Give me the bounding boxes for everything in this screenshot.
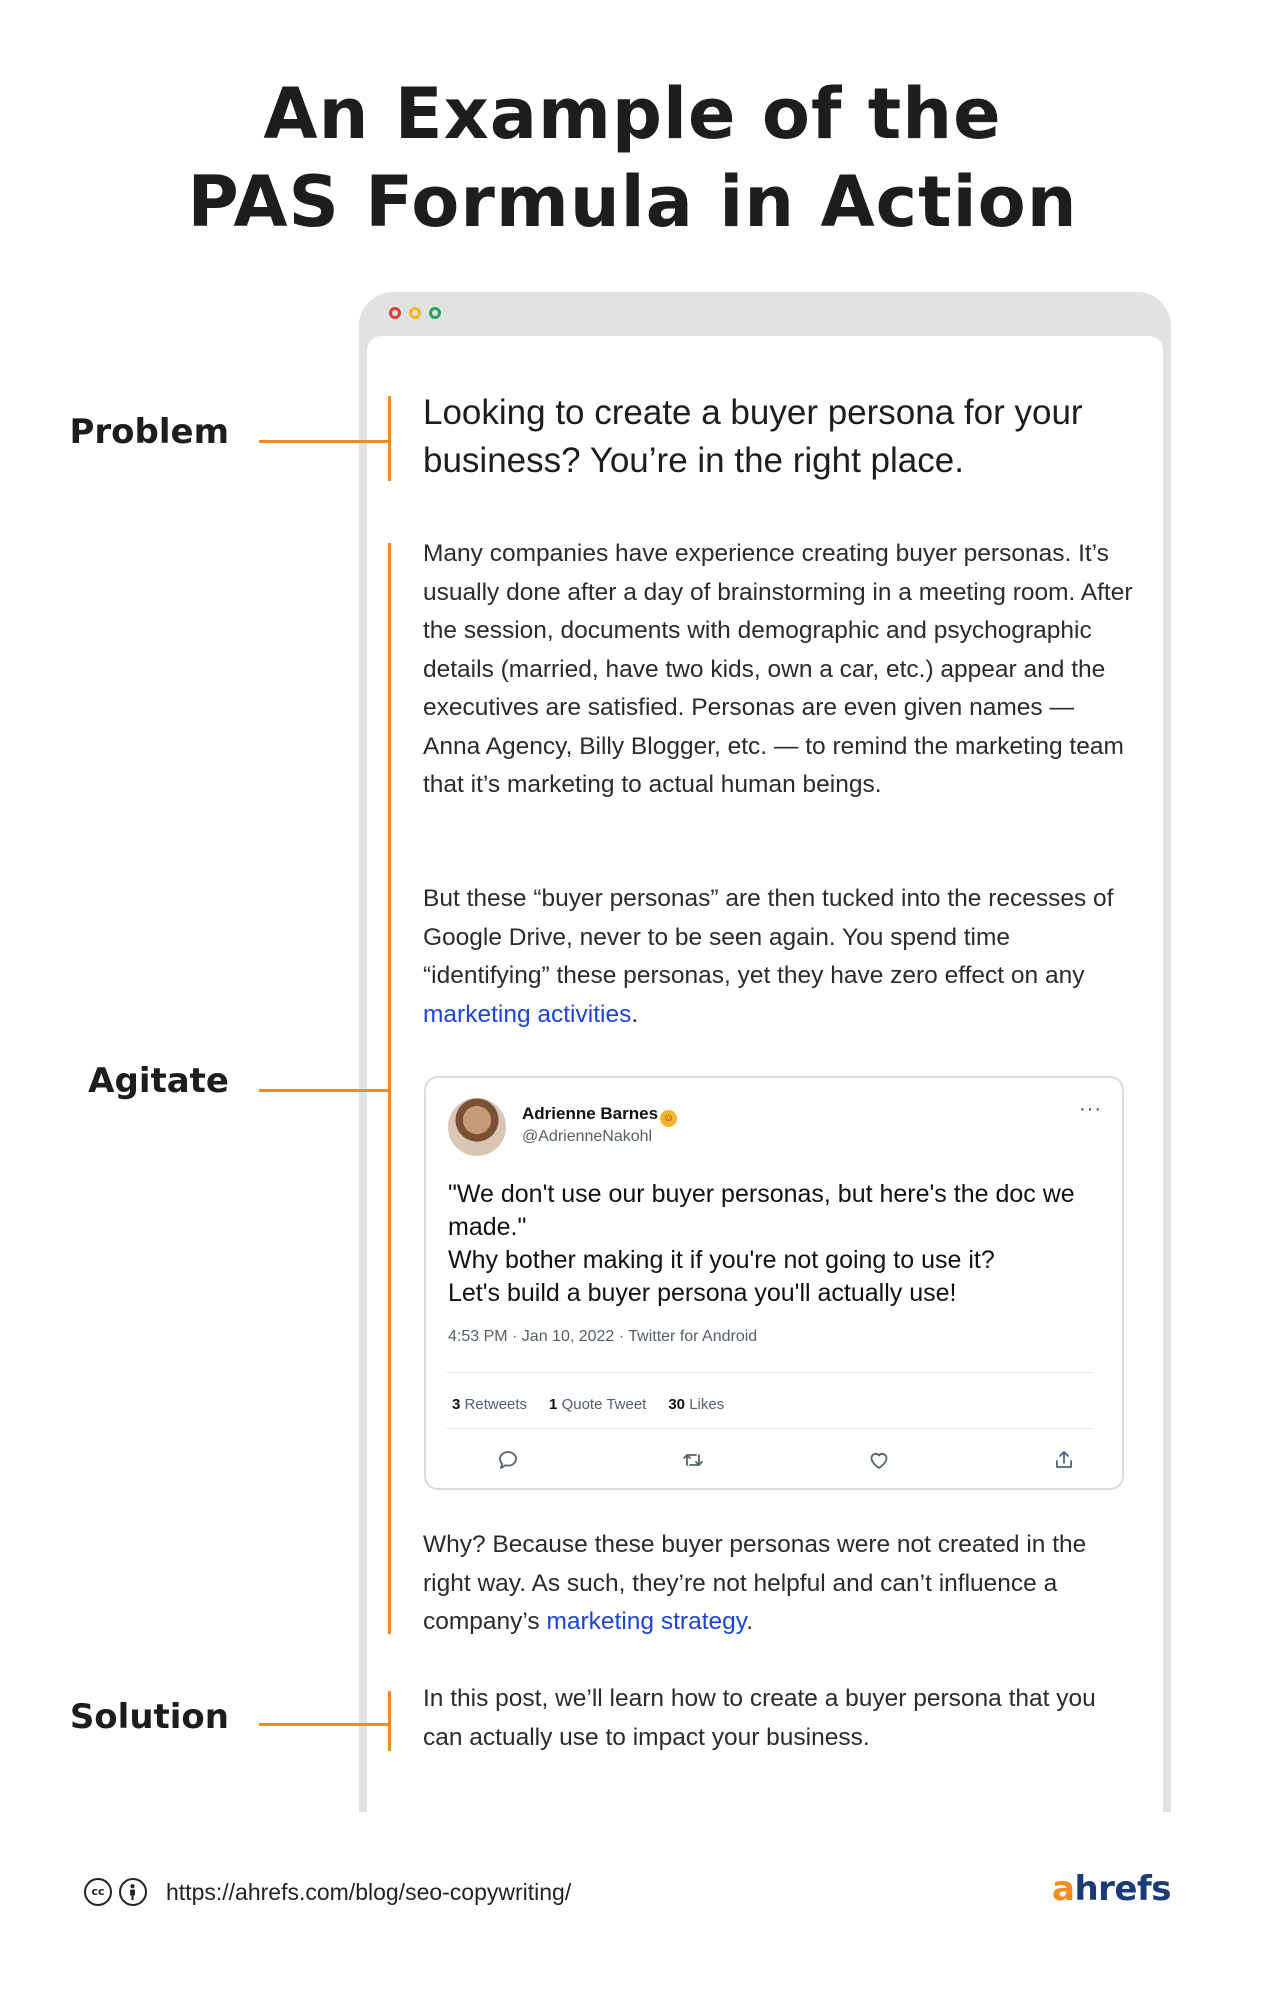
tweet-author-name[interactable] <box>522 1104 677 1127</box>
tweet-divider <box>446 1372 1092 1373</box>
creative-commons-icon: cc <box>84 1878 112 1906</box>
page-title <box>0 70 1265 246</box>
tweet-text-line-2: Why bother making it if you're not going to use it? <box>448 1246 995 1274</box>
reply-icon[interactable] <box>496 1448 520 1477</box>
agitate-paragraph-2-text: But these “buyer personas” are then tucked into the recesses of Google Drive, never to be seen again. You spend time “identifying” these personas, yet they have zero effect on any <box>423 885 1114 989</box>
share-icon[interactable] <box>1052 1448 1076 1477</box>
smiling-face-icon: ☺ <box>660 1110 677 1127</box>
label-problem: Problem <box>69 412 229 452</box>
label-agitate: Agitate <box>88 1061 229 1101</box>
window-controls <box>389 307 441 319</box>
ahrefs-logo <box>1052 1869 1171 1909</box>
attribution-icon <box>119 1878 147 1906</box>
marketing-strategy-link[interactable]: marketing strategy <box>546 1608 747 1635</box>
quotes-label: Quote Tweet <box>561 1396 647 1413</box>
agitate-paragraph-3-text: Why? Because these buyer personas were not created in the right way. As such, they’re not helpful and can’t influence a company’s <box>423 1531 1087 1635</box>
marketing-activities-link[interactable]: marketing activities <box>423 1000 632 1028</box>
source-url[interactable]: https://ahrefs.com/blog/seo-copywriting/ <box>166 1879 572 1905</box>
minimize-dot-icon <box>409 307 421 319</box>
tweet-divider <box>446 1428 1092 1429</box>
likes-stat[interactable] <box>668 1396 724 1413</box>
agitate-paragraph-2 <box>423 880 1133 1034</box>
avatar[interactable] <box>448 1098 506 1156</box>
retweets-count: 3 <box>452 1396 461 1413</box>
retweets-stat[interactable] <box>452 1396 527 1413</box>
agitate-paragraph-3 <box>423 1526 1133 1642</box>
agitate-paragraph-1: Many companies have experience creating buyer personas. It’s usually done after a day of brainstorming in a meeting room. After the session, documents with demographic and psychographic details (married, have two kids, own a car, etc.) appear and the executives are satisfied. Personas are even given names — Anna Agency, Billy Blogger, etc. — to remind the marketing team that it’s marketing to actual human beings. <box>423 540 1133 798</box>
agitate-paragraph-2-end: . <box>631 1000 639 1028</box>
tweet-author-handle[interactable]: @AdrienneNakohl <box>522 1128 653 1145</box>
problem-heading: Looking to create a buyer persona for your business? You’re in the right place. <box>423 393 1083 480</box>
brand-rest: hrefs <box>1074 1869 1171 1909</box>
tweet-author-name-text: Adrienne Barnes <box>522 1104 659 1123</box>
more-options-icon[interactable]: ··· <box>1079 1098 1102 1120</box>
tweet-stats <box>452 1396 724 1413</box>
agitate-connector <box>259 1089 389 1092</box>
agitate-bracket <box>388 543 391 1634</box>
problem-connector <box>259 440 389 443</box>
retweet-icon[interactable] <box>681 1448 705 1477</box>
tweet-text-line-1: "We don't use our buyer personas, but here's the doc we made." <box>448 1180 1075 1241</box>
quotes-count: 1 <box>549 1396 558 1413</box>
tweet-text <box>448 1178 1098 1310</box>
title-line-2: PAS Formula in Action <box>187 161 1078 243</box>
solution-bracket <box>388 1691 391 1751</box>
embedded-tweet[interactable] <box>424 1076 1124 1490</box>
tweet-actions <box>496 1448 1076 1477</box>
solution-paragraph: In this post, we’ll learn how to create a buyer persona that you can actually use to impact your business. <box>423 1685 1096 1751</box>
like-icon[interactable] <box>867 1448 891 1477</box>
tweet-text-line-3: Let's build a buyer persona you'll actually use! <box>448 1279 957 1307</box>
problem-bracket <box>388 396 391 481</box>
title-line-1: An Example of the <box>263 73 1002 155</box>
brand-letter-a: a <box>1051 1869 1075 1909</box>
agitate-paragraph-3-end: . <box>746 1608 754 1635</box>
maximize-dot-icon <box>429 307 441 319</box>
likes-count: 30 <box>668 1396 686 1413</box>
tweet-timestamp[interactable]: 4:53 PM · Jan 10, 2022 · Twitter for Android <box>448 1328 758 1345</box>
close-dot-icon <box>389 307 401 319</box>
likes-label: Likes <box>689 1396 725 1413</box>
retweets-label: Retweets <box>464 1396 528 1413</box>
solution-connector <box>259 1723 389 1726</box>
label-solution: Solution <box>69 1697 229 1737</box>
quote-tweets-stat[interactable] <box>549 1396 646 1413</box>
